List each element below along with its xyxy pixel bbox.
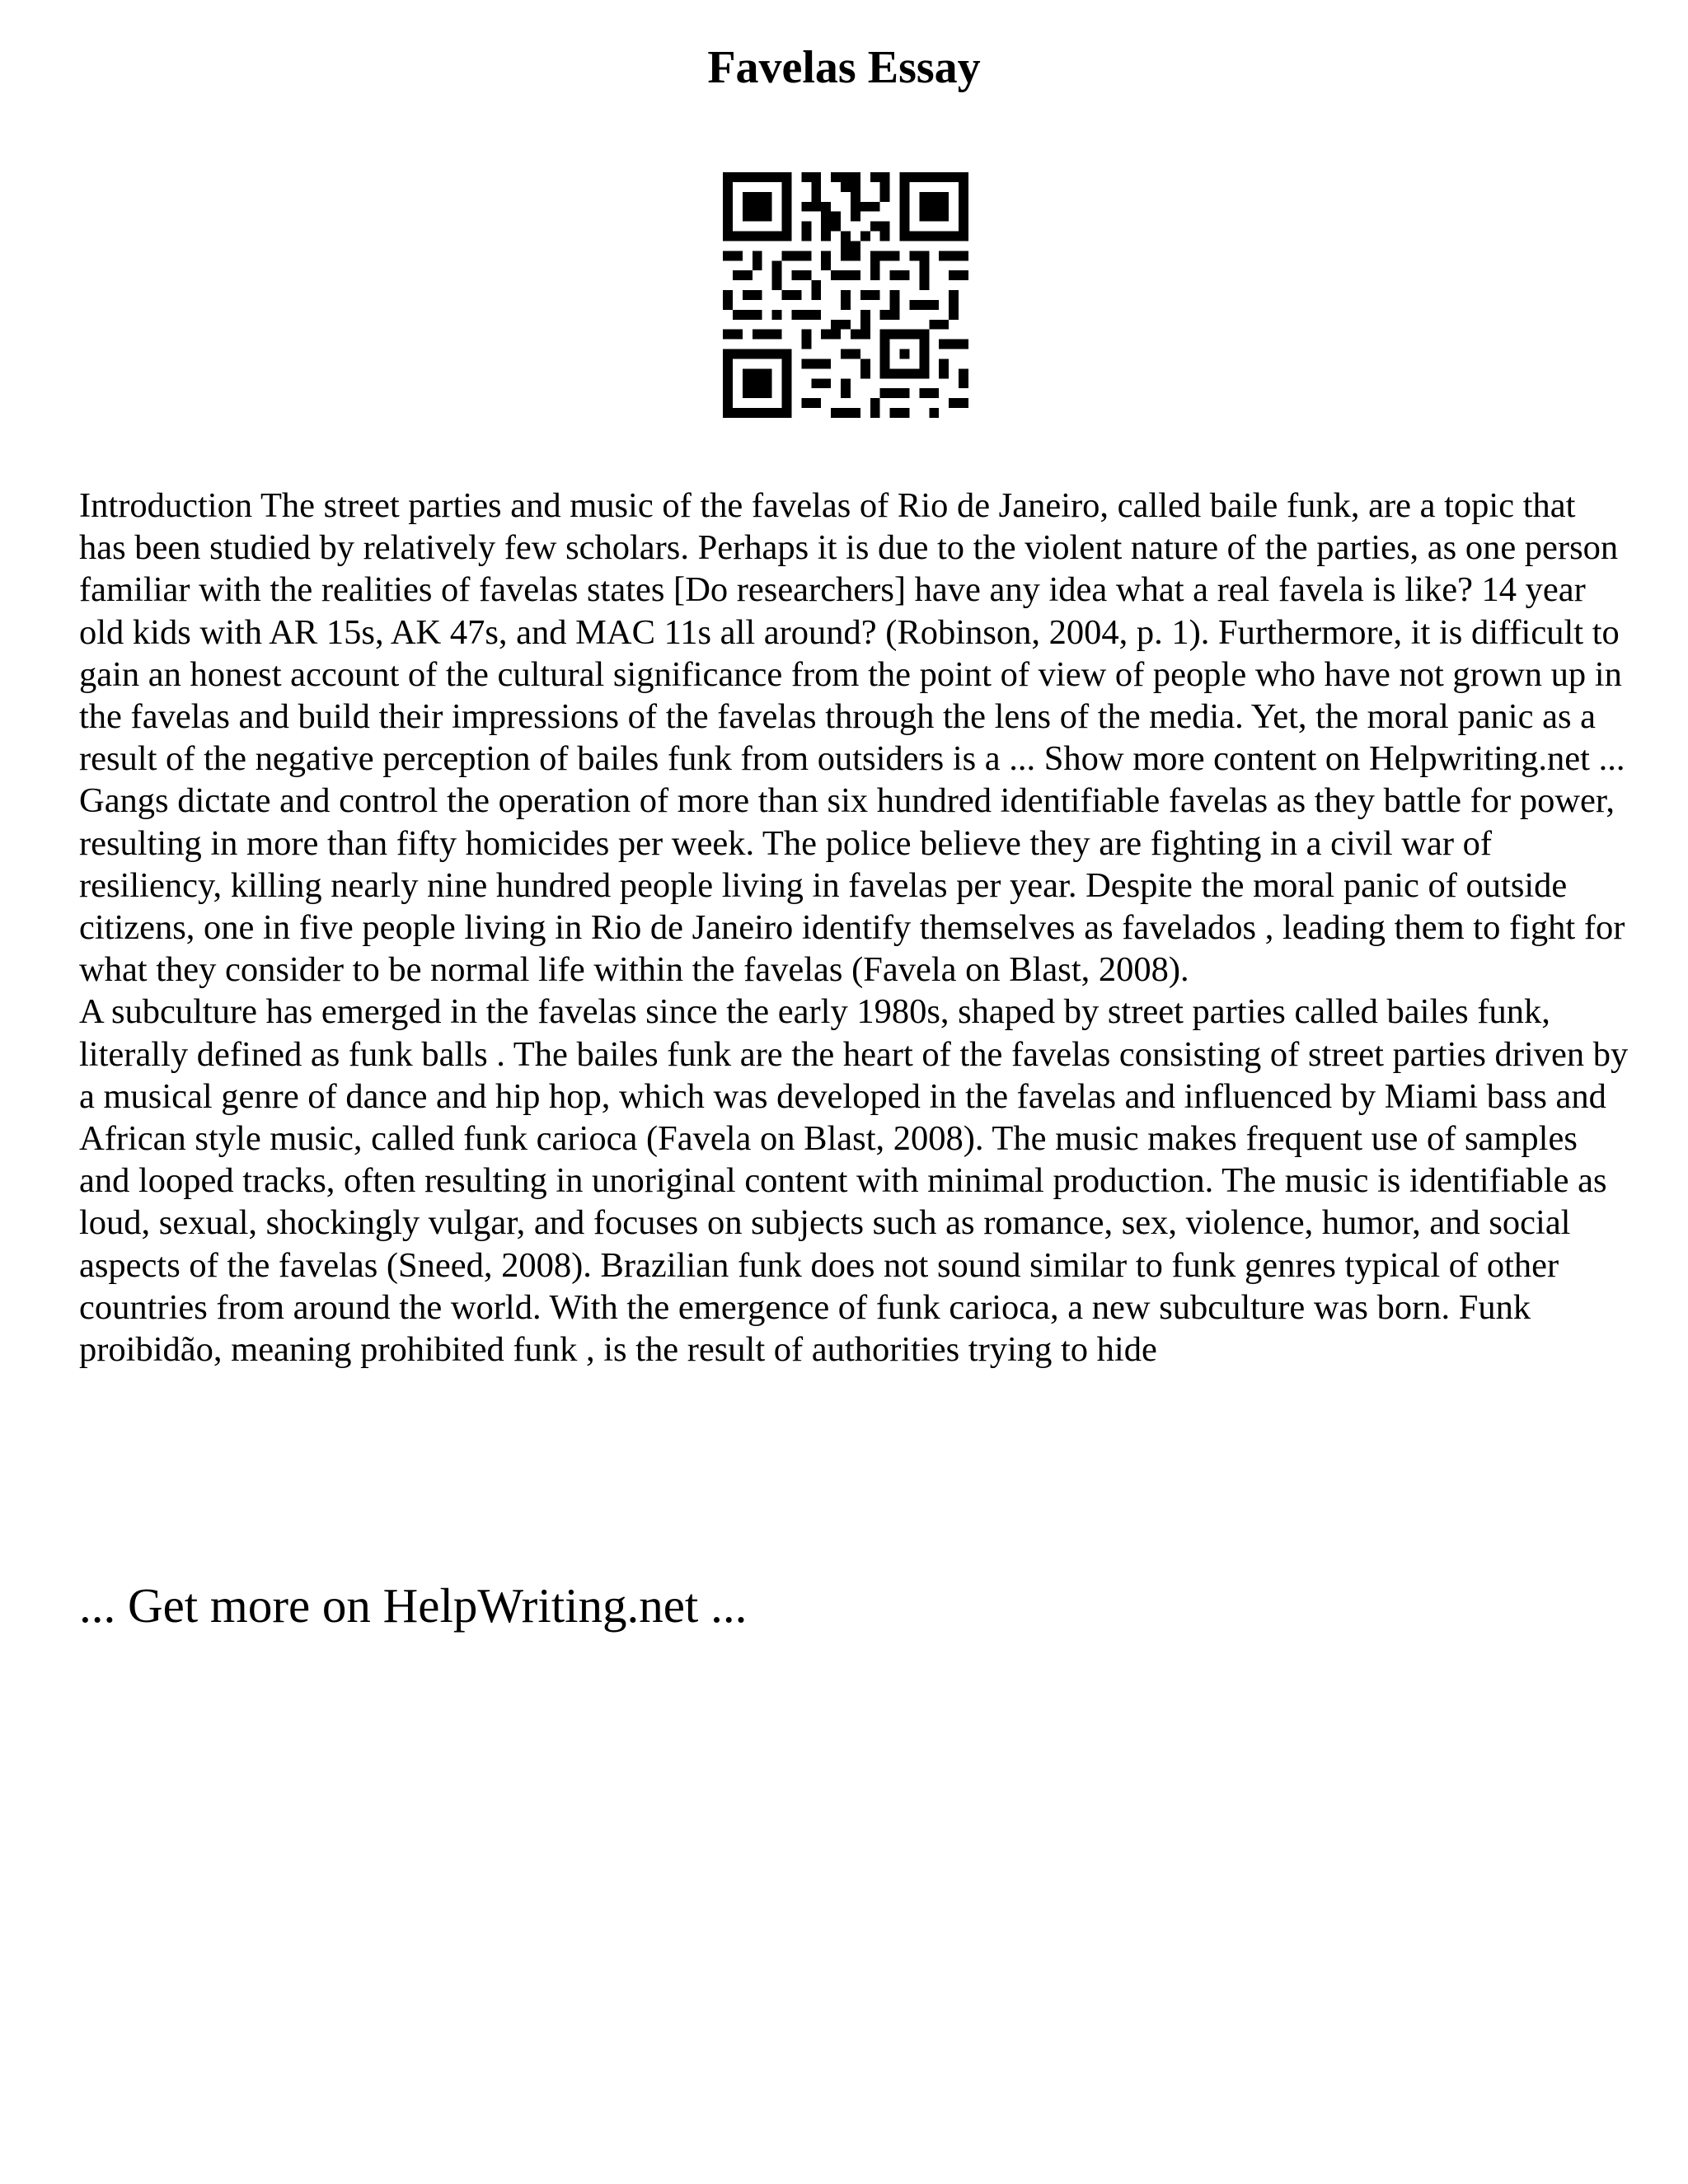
essay-body bbox=[79, 485, 1629, 1371]
qr-code-icon bbox=[723, 172, 968, 418]
essay-paragraph-1: Introduction The street parties and music of the favelas of Rio de Janeiro, called baile funk, are a topic that has been studied by relatively few scholars. Perhaps it is due to the violent nature of the parties, as one person familiar with the realities of favelas states [Do researchers] have any idea what a real favela is like? 14 year old kids with AR 15s, AK 47s, and MAC 11s all around? (Robinson, 2004, p. 1). Furthermore, it is difficult to gain an honest account of the cultural significance from the point of view of people who have not grown up in the favelas and build their impressions of the favelas through the lens of the media. Yet, the moral panic as a result of the negative perception of bailes funk from outsiders is a ... Show more content on Helpwriting.net ... bbox=[79, 486, 1625, 779]
page-title: Favelas Essay bbox=[707, 42, 981, 93]
essay-paragraph-3: A subculture has emerged in the favelas since the early 1980s, shaped by street parties called bailes funk, literally defined as funk balls . The bailes funk are the heart of the favelas consisting of street parties driven by a musical genre of dance and hip hop, which was developed in the favelas and influenced by Miami bass and African style music, called funk carioca (Favela on Blast, 2008). The music makes frequent use of samples and looped tracks, often resulting in unoriginal content with minimal production. The music is identifiable as loud, sexual, shockingly vulgar, and focuses on subjects such as romance, sex, violence, humor, and social aspects of the favelas (Sneed, 2008). Brazilian funk does not sound similar to funk genres typical of other countries from around the world. With the emergence of funk carioca, a new subculture was born. Funk proibidão, meaning prohibited funk , is the result of authorities trying to hide bbox=[79, 992, 1629, 1370]
get-more-link[interactable]: ... Get more on HelpWriting.net ... bbox=[79, 1578, 748, 1633]
essay-paragraph-2: Gangs dictate and control the operation of more than six hundred identifiable favelas as they battle for power, resulting in more than fifty homicides per week. The police believe they are fighting in a civil war of resiliency, killing nearly nine hundred people living in favelas per year. Despite the moral panic of outside citizens, one in five people living in Rio de Janeiro identify themselves as favelados , leading them to fight for what they consider to be normal life within the favelas (Favela on Blast, 2008). bbox=[79, 781, 1625, 990]
